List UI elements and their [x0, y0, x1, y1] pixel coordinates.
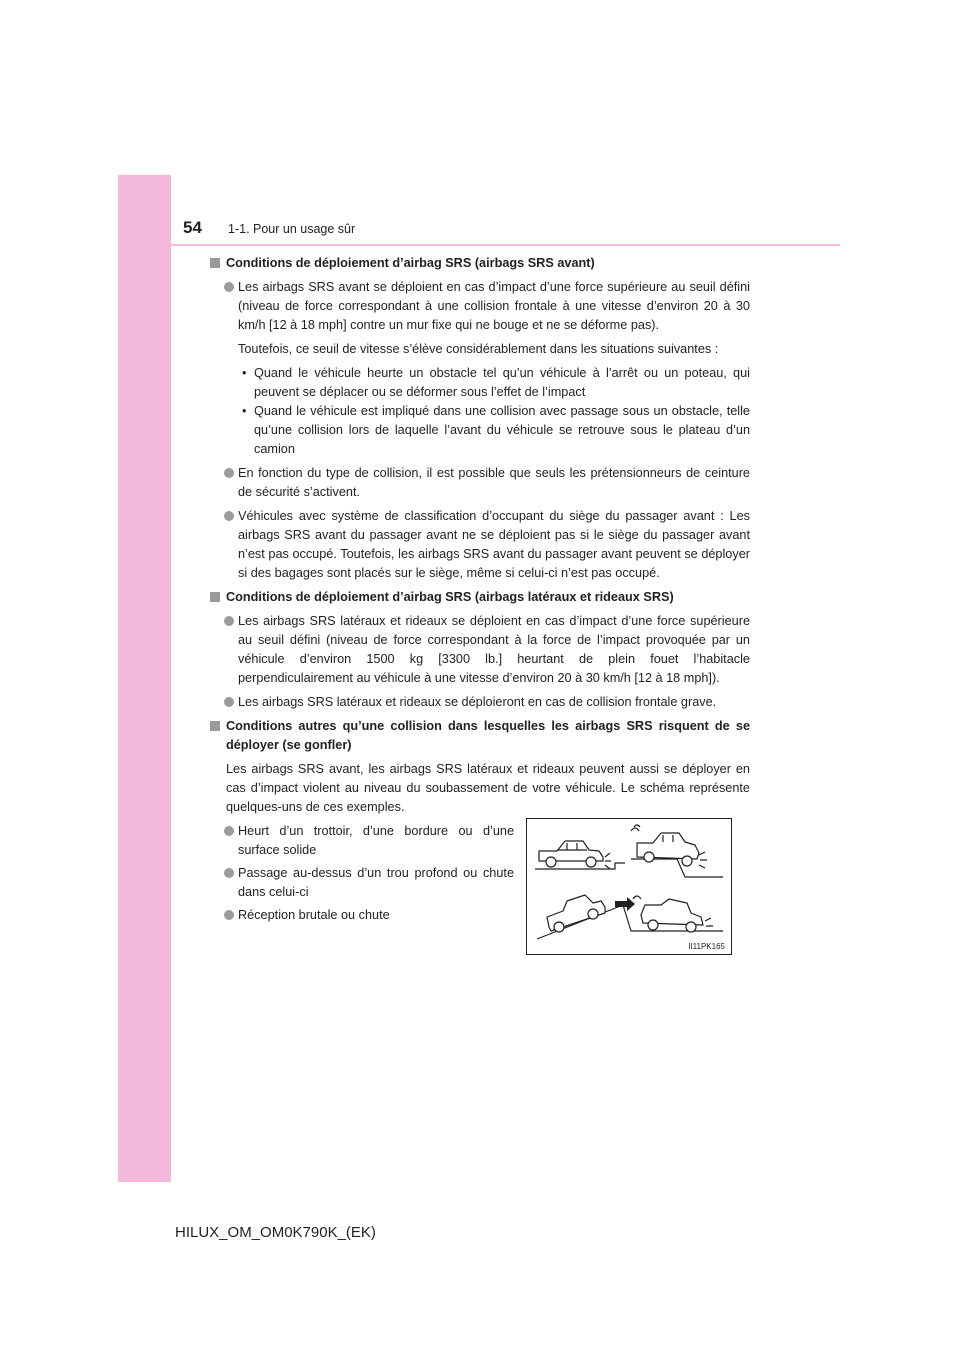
round-bullet-icon: [224, 616, 234, 626]
undercarriage-impact-figure: [526, 818, 732, 955]
pickup-truck-icon: [637, 833, 699, 866]
round-bullet-icon: [224, 697, 234, 707]
square-bullet-icon: [210, 721, 220, 731]
list-item: Passage au-dessus d’un trou profond ou chute dans celui-ci: [210, 864, 514, 902]
pickup-truck-icon: [539, 841, 603, 867]
round-bullet-icon: [224, 511, 234, 521]
page-number: 54: [183, 218, 202, 237]
round-bullet-icon: [224, 826, 234, 836]
pickup-truck-icon: [641, 899, 703, 932]
list-item: Les airbags SRS latéraux et rideaux se déploieront en cas de collision frontale grave.: [210, 693, 750, 712]
intro-paragraph: Les airbags SRS avant, les airbags SRS latéraux et rideaux peuvent aussi se déployer en cas d’impact violent au niveau du soubassement de votre véhicule. Le schéma représente quelques-uns de ces exemples.: [226, 762, 750, 814]
round-bullet-icon: [224, 910, 234, 920]
round-bullet-icon: [224, 282, 234, 292]
square-bullet-icon: [210, 258, 220, 268]
arrow-right-icon: [615, 897, 635, 911]
section-heading: Conditions autres qu’une collision dans lesquelles les airbags SRS risquent de se déployer (se gonfler): [210, 717, 750, 755]
section-heading: Conditions de déploiement d’airbag SRS (airbags SRS avant): [210, 254, 750, 273]
figure-code: II11PK165: [688, 942, 725, 951]
example-list: [210, 822, 514, 925]
sub-list-item: • Quand le véhicule est impliqué dans une collision avec passage sous un obstacle, telle qu’une collision lors de laquelle l’avant du véhicule se retrouve sous le plateau d’un camion: [242, 404, 750, 456]
list-item: Les airbags SRS avant se déploient en cas d’impact d’une force supérieure au seuil défini (niveau de force correspondant à une collision frontale à une vitesse d’environ 20 à 30 km/h [12 à 18 mph] contre un mur fixe qui ne bouge et ne se déforme pas).: [210, 278, 750, 335]
pickup-truck-icon: [547, 895, 605, 932]
round-bullet-icon: [224, 468, 234, 478]
document-footer: HILUX_OM_OM0K790K_(EK): [175, 1224, 376, 1241]
square-bullet-icon: [210, 592, 220, 602]
list-item: Les airbags SRS latéraux et rideaux se déploient en cas d’impact d’une force supérieure au seuil défini (niveau de force correspondant à la force de l’impact provoquée par un véhicule d’environ 1500 kg [3300 lb.] heurtant de plein fouet l’habitacle perpendiculairement au véhicule à une vitesse d’environ 20 à 30 km/h [12 à 18 mph]).: [210, 612, 750, 688]
section-title: 1-1. Pour un usage sûr: [228, 222, 356, 236]
chapter-tab-band: [118, 175, 171, 1182]
section-heading: Conditions de déploiement d’airbag SRS (airbags latéraux et rideaux SRS): [210, 588, 750, 607]
sub-list-item: • Quand le véhicule heurte un obstacle tel qu’un véhicule à l’arrêt ou un poteau, qui peuvent se déplacer ou se déformer sous l’effet de l’impact: [242, 366, 750, 399]
header-rule: [171, 244, 840, 246]
note-paragraph: Toutefois, ce seuil de vitesse s’élève considérablement dans les situations suivantes :: [238, 342, 719, 356]
list-item: En fonction du type de collision, il est possible que seuls les prétensionneurs de ceinture de sécurité s’activent.: [210, 464, 750, 502]
list-item: Véhicules avec système de classification d’occupant du siège du passager avant : Les airbags SRS avant du passager avant ne se déploient pas si le siège du passager avant n’est pas occupé. Toutefois, les airbags SRS avant du passager avant peuvent se déployer si des bagages sont placés sur le siège, même si celui-ci n’est pas occupé.: [210, 507, 750, 583]
vehicle-impact-illustration: [527, 819, 731, 954]
list-item: Réception brutale ou chute: [210, 906, 514, 925]
list-item: Heurt d’un trottoir, d’une bordure ou d’une surface solide: [210, 822, 514, 860]
round-bullet-icon: [224, 868, 234, 878]
